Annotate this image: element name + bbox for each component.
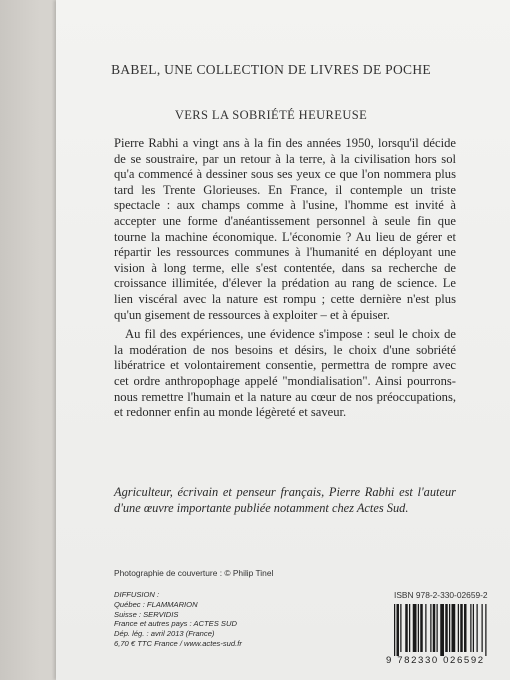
- book-back-cover: [56, 0, 510, 680]
- barcode-bar: [400, 604, 401, 652]
- barcode-bar: [460, 604, 463, 652]
- barcode-bar: [464, 604, 467, 652]
- barcode-bar: [430, 604, 431, 652]
- barcode-bar: [425, 604, 426, 652]
- barcode-bar: [482, 604, 483, 652]
- photo-credit: Photographie de couverture : © Philip Tinel: [114, 568, 274, 578]
- blurb-paragraph-1: Pierre Rabhi a vingt ans à la fin des années 1950, lorsqu'il décide de se soustraire, par un retour à la terre, à la civilisation hors sol qu'a commencé à dessiner sous ses yeux ce que l'on nommera plus tard les Trente Glorieuses. En France, il contemple un triste spectacle : aux champs comme à l'usine, l'homme est invité à accepter une forme d'anéantissement personnel à seule fin que tourne la machine économique. L'économie ? Au lieu de gérer et répartir les ressources communes à l'humanité en déployant une vision à long terme, elle s'est contentée, dans sa recherche de croissance illimitée, d'élever la prédation au rang de science. Le lien viscéral avec la nature est rompu ; cette dernière n'est plus qu'un gisement de ressources à exploiter – et à épuiser.: [114, 136, 456, 322]
- distribution-info: [114, 590, 242, 649]
- barcode-bar: [413, 604, 417, 652]
- author-note: Agriculteur, écrivain et penseur français, Pierre Rabhi est l'auteur d'une œuvre importante publiée notamment chez Actes Sud.: [114, 485, 456, 515]
- barcode-bar: [394, 604, 395, 656]
- barcode-icon: [386, 602, 510, 662]
- barcode-bar: [445, 604, 448, 652]
- price: 6,70 € TTC France / www.actes-sud.fr: [114, 638, 242, 648]
- blurb-paragraph-2: Au fil des expériences, une évidence s'impose : seul le choix de la modération de nos besoins et désirs, le choix d'une sobriété libératrice et volontairement consentie, permettra de rompre avec cet ordre anthropophage appelé "mondialisation". Ainsi pourrons-nous remettre l'humain et la nature au cœur de nos préoccupations, et redonner enfin au monde légèreté et saveur.: [114, 327, 456, 420]
- barcode-bar: [452, 604, 456, 652]
- diffusion-suisse: Suisse : SERVIDIS: [114, 609, 179, 619]
- barcode-bar: [440, 604, 444, 656]
- barcode-bar: [409, 604, 410, 652]
- barcode-bar: [449, 604, 450, 652]
- isbn: ISBN 978-2-330-02659-2: [394, 590, 488, 600]
- barcode-bar: [437, 604, 438, 652]
- barcode-bar: [397, 604, 400, 656]
- blurb-text: [114, 136, 456, 421]
- barcode-bar: [433, 604, 436, 652]
- diffusion-france: France et autres pays : ACTES SUD: [114, 619, 237, 629]
- series-title: BABEL, UNE COLLECTION DE LIVRES DE POCHE: [111, 62, 431, 77]
- barcode-bar: [405, 604, 408, 652]
- diffusion-heading: DIFFUSION :: [114, 590, 160, 599]
- barcode-bar: [418, 604, 419, 652]
- barcode-bar: [473, 604, 474, 652]
- diffusion-quebec: Québec : FLAMMARION: [114, 599, 198, 609]
- barcode-bar: [477, 604, 478, 652]
- barcode-bar: [485, 604, 486, 656]
- book-title: VERS LA SOBRIÉTÉ HEUREUSE: [174, 108, 368, 122]
- barcode-bar: [470, 604, 471, 652]
- barcode-bar: [458, 604, 459, 652]
- barcode-number: 9 782330 026592: [386, 655, 485, 666]
- legal-deposit: Dép. lég. : avril 2013 (France): [114, 629, 215, 639]
- barcode-bar: [420, 604, 423, 652]
